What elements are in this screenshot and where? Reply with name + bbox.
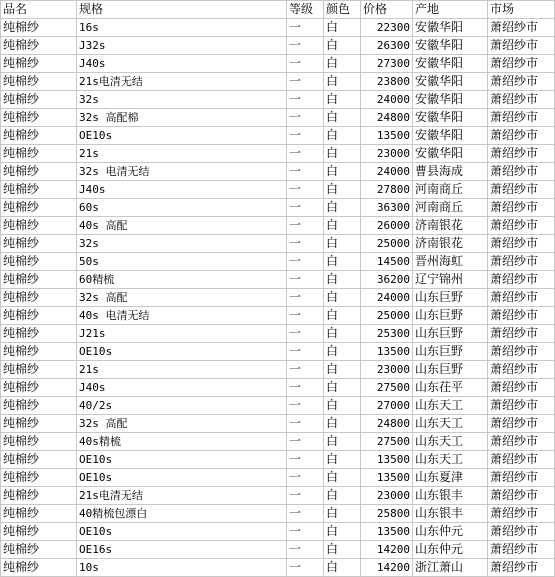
cell-spec[interactable]: 60精梳 bbox=[77, 271, 287, 289]
cell-name[interactable]: 纯棉纱 bbox=[1, 253, 77, 271]
cell-grade[interactable]: 一 bbox=[287, 91, 324, 109]
table-row bbox=[1, 163, 555, 181]
cell-price[interactable]: 23000 bbox=[361, 145, 413, 163]
cell-grade[interactable]: 一 bbox=[287, 163, 324, 181]
cell-market[interactable]: 萧绍纱市 bbox=[488, 73, 555, 91]
cell-name[interactable]: 纯棉纱 bbox=[1, 361, 77, 379]
cell-spec[interactable]: J40s bbox=[77, 181, 287, 199]
cell-spec[interactable]: 32s bbox=[77, 91, 287, 109]
cell-color[interactable]: 白 bbox=[324, 469, 361, 487]
cell-grade[interactable]: 一 bbox=[287, 559, 324, 577]
cell-color[interactable]: 白 bbox=[324, 91, 361, 109]
cell-grade[interactable]: 一 bbox=[287, 271, 324, 289]
cell-name[interactable]: 纯棉纱 bbox=[1, 433, 77, 451]
cell-price[interactable]: 23000 bbox=[361, 487, 413, 505]
cell-color[interactable]: 白 bbox=[324, 505, 361, 523]
cell-name[interactable]: 纯棉纱 bbox=[1, 271, 77, 289]
table-row bbox=[1, 235, 555, 253]
cell-grade[interactable]: 一 bbox=[287, 199, 324, 217]
cell-market[interactable]: 萧绍纱市 bbox=[488, 397, 555, 415]
cell-market[interactable]: 萧绍纱市 bbox=[488, 127, 555, 145]
table-row bbox=[1, 361, 555, 379]
cell-market[interactable]: 萧绍纱市 bbox=[488, 361, 555, 379]
cell-color[interactable]: 白 bbox=[324, 289, 361, 307]
cell-color[interactable]: 白 bbox=[324, 109, 361, 127]
cell-origin[interactable]: 山东巨野 bbox=[413, 289, 488, 307]
cell-name[interactable]: 纯棉纱 bbox=[1, 343, 77, 361]
cell-name[interactable]: 纯棉纱 bbox=[1, 19, 77, 37]
cell-price[interactable]: 13500 bbox=[361, 523, 413, 541]
cell-spec[interactable]: OE10s bbox=[77, 523, 287, 541]
cell-price[interactable]: 24000 bbox=[361, 91, 413, 109]
cell-price[interactable]: 27300 bbox=[361, 55, 413, 73]
cell-price[interactable]: 25800 bbox=[361, 505, 413, 523]
cell-grade[interactable]: 一 bbox=[287, 541, 324, 559]
cell-spec[interactable]: 40s 电清无结 bbox=[77, 307, 287, 325]
cell-market[interactable]: 萧绍纱市 bbox=[488, 505, 555, 523]
column-header-color[interactable]: 颜色 bbox=[324, 1, 361, 19]
cell-spec[interactable]: J32s bbox=[77, 37, 287, 55]
cell-price[interactable]: 24000 bbox=[361, 163, 413, 181]
cell-grade[interactable]: 一 bbox=[287, 73, 324, 91]
cell-name[interactable]: 纯棉纱 bbox=[1, 217, 77, 235]
cell-spec[interactable]: 21s bbox=[77, 361, 287, 379]
cell-price[interactable]: 13500 bbox=[361, 127, 413, 145]
cell-name[interactable]: 纯棉纱 bbox=[1, 505, 77, 523]
cell-name[interactable]: 纯棉纱 bbox=[1, 181, 77, 199]
cell-market[interactable]: 萧绍纱市 bbox=[488, 217, 555, 235]
cell-spec[interactable]: 32s bbox=[77, 235, 287, 253]
table-row bbox=[1, 19, 555, 37]
cell-price[interactable]: 24000 bbox=[361, 289, 413, 307]
cell-market[interactable]: 萧绍纱市 bbox=[488, 235, 555, 253]
cell-price[interactable]: 24800 bbox=[361, 415, 413, 433]
cell-grade[interactable]: 一 bbox=[287, 397, 324, 415]
cell-name[interactable]: 纯棉纱 bbox=[1, 379, 77, 397]
cell-origin[interactable]: 安徽华阳 bbox=[413, 127, 488, 145]
cell-market[interactable]: 萧绍纱市 bbox=[488, 415, 555, 433]
cell-market[interactable]: 萧绍纱市 bbox=[488, 559, 555, 577]
cell-name[interactable]: 纯棉纱 bbox=[1, 37, 77, 55]
cell-price[interactable]: 23800 bbox=[361, 73, 413, 91]
cell-color[interactable]: 白 bbox=[324, 19, 361, 37]
table-row bbox=[1, 433, 555, 451]
cell-color[interactable]: 白 bbox=[324, 271, 361, 289]
cell-name[interactable]: 纯棉纱 bbox=[1, 289, 77, 307]
cell-market[interactable]: 萧绍纱市 bbox=[488, 433, 555, 451]
cell-spec[interactable]: 40s 高配 bbox=[77, 217, 287, 235]
cell-grade[interactable]: 一 bbox=[287, 109, 324, 127]
table-row bbox=[1, 289, 555, 307]
table-row bbox=[1, 469, 555, 487]
cell-market[interactable]: 萧绍纱市 bbox=[488, 55, 555, 73]
cell-color[interactable]: 白 bbox=[324, 163, 361, 181]
cell-origin[interactable]: 山东巨野 bbox=[413, 325, 488, 343]
cell-market[interactable]: 萧绍纱市 bbox=[488, 19, 555, 37]
cell-spec[interactable]: OE10s bbox=[77, 127, 287, 145]
cell-price[interactable]: 27000 bbox=[361, 397, 413, 415]
cell-market[interactable]: 萧绍纱市 bbox=[488, 469, 555, 487]
cell-grade[interactable]: 一 bbox=[287, 523, 324, 541]
cell-price[interactable]: 27500 bbox=[361, 433, 413, 451]
cell-origin[interactable]: 安徽华阳 bbox=[413, 109, 488, 127]
cell-origin[interactable]: 山东仲元 bbox=[413, 541, 488, 559]
table-row bbox=[1, 397, 555, 415]
cell-color[interactable]: 白 bbox=[324, 127, 361, 145]
table-row bbox=[1, 271, 555, 289]
table-row bbox=[1, 127, 555, 145]
cell-origin[interactable]: 山东天工 bbox=[413, 451, 488, 469]
cell-color[interactable]: 白 bbox=[324, 145, 361, 163]
cell-market[interactable]: 萧绍纱市 bbox=[488, 343, 555, 361]
table-row bbox=[1, 415, 555, 433]
cell-spec[interactable]: J21s bbox=[77, 325, 287, 343]
cell-color[interactable]: 白 bbox=[324, 559, 361, 577]
cell-grade[interactable]: 一 bbox=[287, 487, 324, 505]
cell-spec[interactable]: 40/2s bbox=[77, 397, 287, 415]
cell-spec[interactable]: 32s 高配 bbox=[77, 415, 287, 433]
cell-price[interactable]: 25000 bbox=[361, 235, 413, 253]
cell-grade[interactable]: 一 bbox=[287, 217, 324, 235]
cell-origin[interactable]: 山东银丰 bbox=[413, 505, 488, 523]
cell-color[interactable]: 白 bbox=[324, 307, 361, 325]
cell-color[interactable]: 白 bbox=[324, 415, 361, 433]
cell-origin[interactable]: 山东夏津 bbox=[413, 469, 488, 487]
cell-price[interactable]: 36200 bbox=[361, 271, 413, 289]
table-row bbox=[1, 199, 555, 217]
cell-price[interactable]: 24800 bbox=[361, 109, 413, 127]
cell-origin[interactable]: 辽宁锦州 bbox=[413, 271, 488, 289]
table-row bbox=[1, 505, 555, 523]
cell-origin[interactable]: 安徽华阳 bbox=[413, 55, 488, 73]
cell-origin[interactable]: 浙江萧山 bbox=[413, 559, 488, 577]
cell-color[interactable]: 白 bbox=[324, 451, 361, 469]
cell-origin[interactable]: 曹县海成 bbox=[413, 163, 488, 181]
cell-grade[interactable]: 一 bbox=[287, 55, 324, 73]
cell-market[interactable]: 萧绍纱市 bbox=[488, 253, 555, 271]
cell-price[interactable]: 25300 bbox=[361, 325, 413, 343]
cell-origin[interactable]: 山东巨野 bbox=[413, 343, 488, 361]
cell-origin[interactable]: 山东银丰 bbox=[413, 487, 488, 505]
cell-grade[interactable]: 一 bbox=[287, 361, 324, 379]
cell-origin[interactable]: 安徽华阳 bbox=[413, 37, 488, 55]
cell-name[interactable]: 纯棉纱 bbox=[1, 487, 77, 505]
cell-market[interactable]: 萧绍纱市 bbox=[488, 541, 555, 559]
header-row bbox=[1, 1, 555, 19]
cell-market[interactable]: 萧绍纱市 bbox=[488, 181, 555, 199]
cell-grade[interactable]: 一 bbox=[287, 145, 324, 163]
cell-origin[interactable]: 安徽华阳 bbox=[413, 91, 488, 109]
cell-name[interactable]: 纯棉纱 bbox=[1, 325, 77, 343]
column-header-name[interactable]: 品名 bbox=[1, 1, 77, 19]
cell-price[interactable]: 13500 bbox=[361, 343, 413, 361]
cell-name[interactable]: 纯棉纱 bbox=[1, 91, 77, 109]
cell-price[interactable]: 36300 bbox=[361, 199, 413, 217]
cell-origin[interactable]: 山东茌平 bbox=[413, 379, 488, 397]
cell-origin[interactable]: 山东天工 bbox=[413, 433, 488, 451]
cell-color[interactable]: 白 bbox=[324, 199, 361, 217]
cell-price[interactable]: 14200 bbox=[361, 541, 413, 559]
cell-market[interactable]: 萧绍纱市 bbox=[488, 523, 555, 541]
cell-grade[interactable]: 一 bbox=[287, 433, 324, 451]
table-row bbox=[1, 541, 555, 559]
cell-name[interactable]: 纯棉纱 bbox=[1, 145, 77, 163]
cell-grade[interactable]: 一 bbox=[287, 469, 324, 487]
cell-origin[interactable]: 安徽华阳 bbox=[413, 145, 488, 163]
column-header-grade[interactable]: 等级 bbox=[287, 1, 324, 19]
cell-grade[interactable]: 一 bbox=[287, 181, 324, 199]
cell-spec[interactable]: J40s bbox=[77, 379, 287, 397]
cell-origin[interactable]: 山东巨野 bbox=[413, 307, 488, 325]
cell-origin[interactable]: 河南商丘 bbox=[413, 199, 488, 217]
cell-grade[interactable]: 一 bbox=[287, 325, 324, 343]
cell-price[interactable]: 14500 bbox=[361, 253, 413, 271]
column-header-price[interactable]: 价格 bbox=[361, 1, 413, 19]
cell-grade[interactable]: 一 bbox=[287, 37, 324, 55]
cell-name[interactable]: 纯棉纱 bbox=[1, 415, 77, 433]
cell-price[interactable]: 13500 bbox=[361, 451, 413, 469]
cell-origin[interactable]: 晋州海虹 bbox=[413, 253, 488, 271]
cell-spec[interactable]: 21s bbox=[77, 145, 287, 163]
cell-origin[interactable]: 安徽华阳 bbox=[413, 73, 488, 91]
cell-spec[interactable]: 10s bbox=[77, 559, 287, 577]
cell-price[interactable]: 26000 bbox=[361, 217, 413, 235]
cell-color[interactable]: 白 bbox=[324, 253, 361, 271]
cell-color[interactable]: 白 bbox=[324, 325, 361, 343]
table-row bbox=[1, 73, 555, 91]
cell-price[interactable]: 25000 bbox=[361, 307, 413, 325]
table-row bbox=[1, 487, 555, 505]
cell-name[interactable]: 纯棉纱 bbox=[1, 307, 77, 325]
cell-spec[interactable]: 32s 电清无结 bbox=[77, 163, 287, 181]
cell-color[interactable]: 白 bbox=[324, 541, 361, 559]
cell-color[interactable]: 白 bbox=[324, 379, 361, 397]
cell-name[interactable]: 纯棉纱 bbox=[1, 541, 77, 559]
cell-spec[interactable]: 21s电清无结 bbox=[77, 487, 287, 505]
column-header-origin[interactable]: 产地 bbox=[413, 1, 488, 19]
cell-price[interactable]: 27500 bbox=[361, 379, 413, 397]
table-row bbox=[1, 91, 555, 109]
table-row bbox=[1, 253, 555, 271]
cell-grade[interactable]: 一 bbox=[287, 505, 324, 523]
cell-color[interactable]: 白 bbox=[324, 487, 361, 505]
cell-grade[interactable]: 一 bbox=[287, 127, 324, 145]
cell-spec[interactable]: 50s bbox=[77, 253, 287, 271]
cell-spec[interactable]: 32s 高配 bbox=[77, 289, 287, 307]
cell-market[interactable]: 萧绍纱市 bbox=[488, 379, 555, 397]
cell-color[interactable]: 白 bbox=[324, 433, 361, 451]
cell-origin[interactable]: 河南商丘 bbox=[413, 181, 488, 199]
cell-market[interactable]: 萧绍纱市 bbox=[488, 451, 555, 469]
cell-spec[interactable]: J40s bbox=[77, 55, 287, 73]
cell-market[interactable]: 萧绍纱市 bbox=[488, 199, 555, 217]
cell-price[interactable]: 26300 bbox=[361, 37, 413, 55]
table-row bbox=[1, 379, 555, 397]
cell-market[interactable]: 萧绍纱市 bbox=[488, 91, 555, 109]
cell-origin[interactable]: 济南银花 bbox=[413, 235, 488, 253]
cell-origin[interactable]: 山东天工 bbox=[413, 397, 488, 415]
column-header-spec[interactable]: 规格 bbox=[77, 1, 287, 19]
cell-grade[interactable]: 一 bbox=[287, 253, 324, 271]
cell-name[interactable]: 纯棉纱 bbox=[1, 127, 77, 145]
cell-market[interactable]: 萧绍纱市 bbox=[488, 109, 555, 127]
cell-name[interactable]: 纯棉纱 bbox=[1, 199, 77, 217]
cell-origin[interactable]: 山东巨野 bbox=[413, 361, 488, 379]
cell-grade[interactable]: 一 bbox=[287, 451, 324, 469]
cell-name[interactable]: 纯棉纱 bbox=[1, 469, 77, 487]
cell-color[interactable]: 白 bbox=[324, 37, 361, 55]
cell-grade[interactable]: 一 bbox=[287, 235, 324, 253]
cell-spec[interactable]: 32s 高配棉 bbox=[77, 109, 287, 127]
cell-spec[interactable]: 60s bbox=[77, 199, 287, 217]
cell-name[interactable]: 纯棉纱 bbox=[1, 397, 77, 415]
cell-price[interactable]: 22300 bbox=[361, 19, 413, 37]
cell-name[interactable]: 纯棉纱 bbox=[1, 163, 77, 181]
cell-market[interactable]: 萧绍纱市 bbox=[488, 325, 555, 343]
cell-grade[interactable]: 一 bbox=[287, 19, 324, 37]
table-row bbox=[1, 217, 555, 235]
cell-grade[interactable]: 一 bbox=[287, 343, 324, 361]
cell-name[interactable]: 纯棉纱 bbox=[1, 73, 77, 91]
cell-color[interactable]: 白 bbox=[324, 55, 361, 73]
cell-color[interactable]: 白 bbox=[324, 235, 361, 253]
table-row bbox=[1, 523, 555, 541]
cell-color[interactable]: 白 bbox=[324, 397, 361, 415]
table-row bbox=[1, 325, 555, 343]
cell-grade[interactable]: 一 bbox=[287, 415, 324, 433]
cell-spec[interactable]: OE10s bbox=[77, 343, 287, 361]
cell-market[interactable]: 萧绍纱市 bbox=[488, 145, 555, 163]
cell-market[interactable]: 萧绍纱市 bbox=[488, 487, 555, 505]
cell-color[interactable]: 白 bbox=[324, 181, 361, 199]
cell-grade[interactable]: 一 bbox=[287, 307, 324, 325]
table-row bbox=[1, 343, 555, 361]
cell-grade[interactable]: 一 bbox=[287, 289, 324, 307]
cell-color[interactable]: 白 bbox=[324, 523, 361, 541]
cell-name[interactable]: 纯棉纱 bbox=[1, 559, 77, 577]
cell-price[interactable]: 27800 bbox=[361, 181, 413, 199]
table-row bbox=[1, 37, 555, 55]
cell-grade[interactable]: 一 bbox=[287, 379, 324, 397]
cell-spec[interactable]: 40精梳包漂白 bbox=[77, 505, 287, 523]
cell-name[interactable]: 纯棉纱 bbox=[1, 109, 77, 127]
cell-origin[interactable]: 济南银花 bbox=[413, 217, 488, 235]
table-row bbox=[1, 181, 555, 199]
cell-spec[interactable]: 40s精梳 bbox=[77, 433, 287, 451]
cell-market[interactable]: 萧绍纱市 bbox=[488, 37, 555, 55]
cell-price[interactable]: 13500 bbox=[361, 469, 413, 487]
cell-spec[interactable]: OE10s bbox=[77, 469, 287, 487]
cell-spec[interactable]: OE16s bbox=[77, 541, 287, 559]
cell-name[interactable]: 纯棉纱 bbox=[1, 451, 77, 469]
cell-price[interactable]: 14200 bbox=[361, 559, 413, 577]
table-row bbox=[1, 307, 555, 325]
cell-spec[interactable]: 21s电清无结 bbox=[77, 73, 287, 91]
table-row bbox=[1, 145, 555, 163]
cell-color[interactable]: 白 bbox=[324, 343, 361, 361]
cell-name[interactable]: 纯棉纱 bbox=[1, 523, 77, 541]
cell-origin[interactable]: 安徽华阳 bbox=[413, 19, 488, 37]
cell-market[interactable]: 萧绍纱市 bbox=[488, 163, 555, 181]
cell-origin[interactable]: 山东仲元 bbox=[413, 523, 488, 541]
cell-origin[interactable]: 山东天工 bbox=[413, 415, 488, 433]
table-row bbox=[1, 559, 555, 577]
cell-color[interactable]: 白 bbox=[324, 361, 361, 379]
table-row bbox=[1, 451, 555, 469]
cell-market[interactable]: 萧绍纱市 bbox=[488, 271, 555, 289]
cell-spec[interactable]: 16s bbox=[77, 19, 287, 37]
cell-spec[interactable]: OE10s bbox=[77, 451, 287, 469]
cell-market[interactable]: 萧绍纱市 bbox=[488, 289, 555, 307]
table-row bbox=[1, 55, 555, 73]
column-header-market[interactable]: 市场 bbox=[488, 1, 555, 19]
cell-color[interactable]: 白 bbox=[324, 217, 361, 235]
cell-market[interactable]: 萧绍纱市 bbox=[488, 307, 555, 325]
table-row bbox=[1, 109, 555, 127]
cell-name[interactable]: 纯棉纱 bbox=[1, 235, 77, 253]
cell-price[interactable]: 23000 bbox=[361, 361, 413, 379]
cell-color[interactable]: 白 bbox=[324, 73, 361, 91]
cell-name[interactable]: 纯棉纱 bbox=[1, 55, 77, 73]
